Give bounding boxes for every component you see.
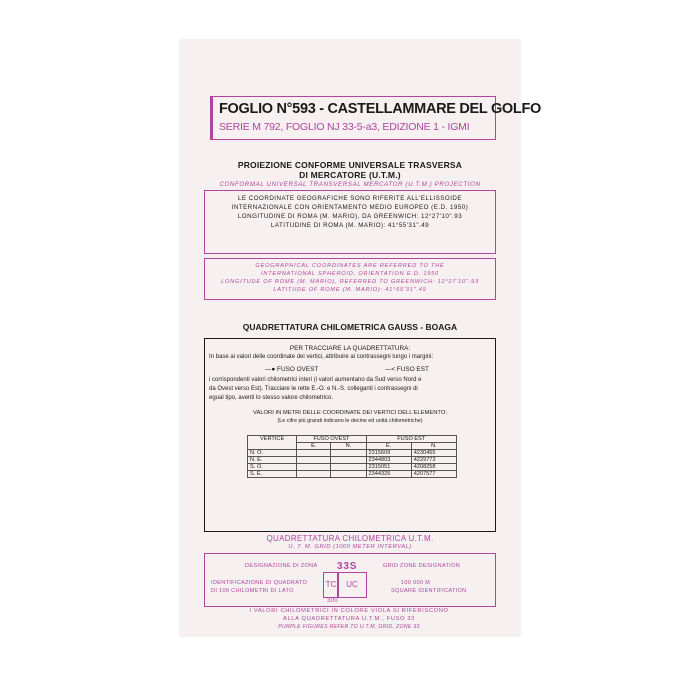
ovest-e-cell — [297, 450, 331, 457]
table-row — [248, 457, 457, 464]
note-line-1: I VALORI CHILOMETRICI IN COLORE VIOLA SI RIFERISCONO — [249, 608, 449, 614]
ovest-e-cell — [297, 457, 331, 464]
ovest-n-cell — [331, 471, 366, 478]
map-legend-sheet — [180, 40, 542, 636]
est-e-cell: 2315609 — [366, 450, 411, 457]
vertex-cell: N. E. — [248, 457, 297, 464]
vertex-cell: S. E. — [248, 471, 297, 478]
fuso-ovest-label: FUSO OVEST — [277, 366, 319, 373]
it-line-4: LATITUDINE DI ROMA (M. MARIO): 41°55'31".49 — [270, 222, 430, 229]
it-line-1: LE COORDINATE GEOGRAFICHE SONO RIFERITE ALL'ELLISSOIDE — [237, 195, 463, 202]
utm-subtitle: U. T. M. GRID (1000 METER INTERVAL) — [288, 544, 412, 550]
est-n-cell: 4230455 — [411, 450, 456, 457]
square-label-2: DI 100 CHILOMETRI DI LATO — [211, 588, 294, 594]
coordinates-box-en — [204, 258, 496, 300]
square-label-en-1: 100 000 M — [401, 580, 431, 586]
en-line-4: LATITUDE OF ROME (M. MARIO): 41°55'31".49 — [273, 287, 427, 293]
series-line: SERIE M 792, FOGLIO NJ 33-5-a3, EDIZIONE 1 - IGMI — [219, 121, 470, 133]
est-e-cell: 2344325 — [366, 471, 411, 478]
gauss-boaga-title: QUADRETTATURA CHILOMETRICA GAUSS - BOAGA — [242, 322, 458, 332]
zone-code: 33S — [337, 561, 358, 572]
vertex-cell: N. O. — [248, 450, 297, 457]
ovest-n-cell — [331, 457, 366, 464]
fuso-ovest-marker — [265, 366, 318, 373]
header-est-n: N. — [411, 443, 456, 450]
est-e-cell: 2344803 — [366, 457, 411, 464]
it-line-3: LONGITUDINE DI ROMA (M. MARIO), DA GREENWICH: 12°27'10".93 — [237, 213, 463, 220]
en-line-3: LONGITUDE OF ROME (M. MARIO), REFERRED TO GREENWICH: 12°27'10".93 — [221, 279, 479, 285]
header-vertice: VERTICE — [248, 436, 297, 450]
gauss-boaga-box — [204, 338, 496, 532]
en-line-2: INTERNATIONAL SPHEROID, ORIENTATION E.D. 1950 — [261, 271, 439, 277]
header-ovest-n: N. — [331, 443, 366, 450]
vertices-table — [247, 435, 457, 478]
projection-heading-line2: DI MERCATORE (U.T.M.) — [299, 170, 401, 180]
est-n-cell: 4207577 — [411, 471, 456, 478]
table-header-row — [248, 436, 457, 443]
est-e-cell: 2315051 — [366, 464, 411, 471]
fuso-est-label: FUSO EST — [396, 366, 429, 373]
note-line-3: PURPLE FIGURES REFER TO U.T.M. GRID, ZONE 33 — [278, 624, 420, 630]
header-fuso-ovest: FUSO OVEST — [297, 436, 366, 443]
zone-label-en: GRID ZONE DESIGNATION — [383, 563, 461, 569]
square-tc: TC — [323, 572, 339, 598]
gauss-para-3: egual tipo, aventi lo stesso valore chilometrico. — [209, 395, 334, 401]
gauss-line1: In base ai valori delle coordinate dei vertici, attribuire ai contrassegni lungo i margini: — [209, 354, 434, 360]
table-row — [248, 464, 457, 471]
zone-label: DESIGNAZIONE DI ZONA — [245, 563, 318, 569]
fuso-est-marker — [385, 366, 429, 373]
square-label-en-2: SQUARE IDENTIFICATION — [391, 588, 467, 594]
title-box — [210, 96, 542, 140]
ovest-e-cell — [297, 464, 331, 471]
table-row — [248, 471, 457, 478]
header-fuso-est: FUSO EST — [366, 436, 456, 443]
east-mark-icon: —< — [385, 366, 396, 373]
utm-box — [204, 553, 496, 607]
vertex-cell: S. O. — [248, 464, 297, 471]
utm-title: QUADRETTATURA CHILOMETRICA U.T.M. — [266, 534, 434, 543]
square-number: 300 — [327, 598, 338, 604]
projection-heading-en: CONFORMAL UNIVERSAL TRANSVERSAL MERCATOR (U.T.M.) PROJECTION — [219, 181, 481, 188]
ovest-e-cell — [297, 471, 331, 478]
coordinates-box-it — [204, 190, 496, 254]
table-caption-2: (Le cifre più grandi indicano le decine ed unità chilometriche) — [277, 418, 423, 424]
west-mark-icon: —● — [265, 366, 276, 373]
header-ovest-e: E. — [297, 443, 331, 450]
square-label-1: IDENTIFICAZIONE DI QUADRATO — [211, 580, 308, 586]
projection-heading-line1: PROIEZIONE CONFORME UNIVERSALE TRASVERSA — [237, 160, 463, 170]
est-n-cell: 4229773 — [411, 457, 456, 464]
table-row — [248, 450, 457, 457]
table-caption-1: VALORI IN METRI DELLE COORDINATE DEI VERTICI DELL'ELEMENTO: — [253, 410, 447, 416]
sheet-title: FOGLIO N°593 - CASTELLAMMARE DEL GOLFO — [219, 101, 542, 117]
en-line-1: GEOGRAPHICAL COORDINATES ARE REFERRED TO THE — [255, 263, 445, 269]
header-est-e: E. — [366, 443, 411, 450]
gauss-para-1: i corrispondenti valori chilometrici interi (i valori aumentano da Sud verso Nord e — [209, 377, 422, 383]
ovest-n-cell — [331, 464, 366, 471]
note-line-2: ALLA QUADRETTATURA U.T.M., FUSO 33 — [283, 616, 415, 622]
ovest-n-cell — [331, 450, 366, 457]
gauss-subtitle: PER TRACCIARE LA QUADRETTATURA: — [289, 345, 411, 352]
square-uc: UC — [337, 572, 367, 598]
gauss-para-2: da Ovest verso Est). Tracciare le rette E.-O. e N.-S. colleganti i contrassegni di — [209, 386, 418, 392]
est-n-cell: 4208258 — [411, 464, 456, 471]
it-line-2: INTERNAZIONALE CON ORIENTAMENTO MEDIO EUROPEO (E.D. 1950) — [231, 204, 469, 211]
